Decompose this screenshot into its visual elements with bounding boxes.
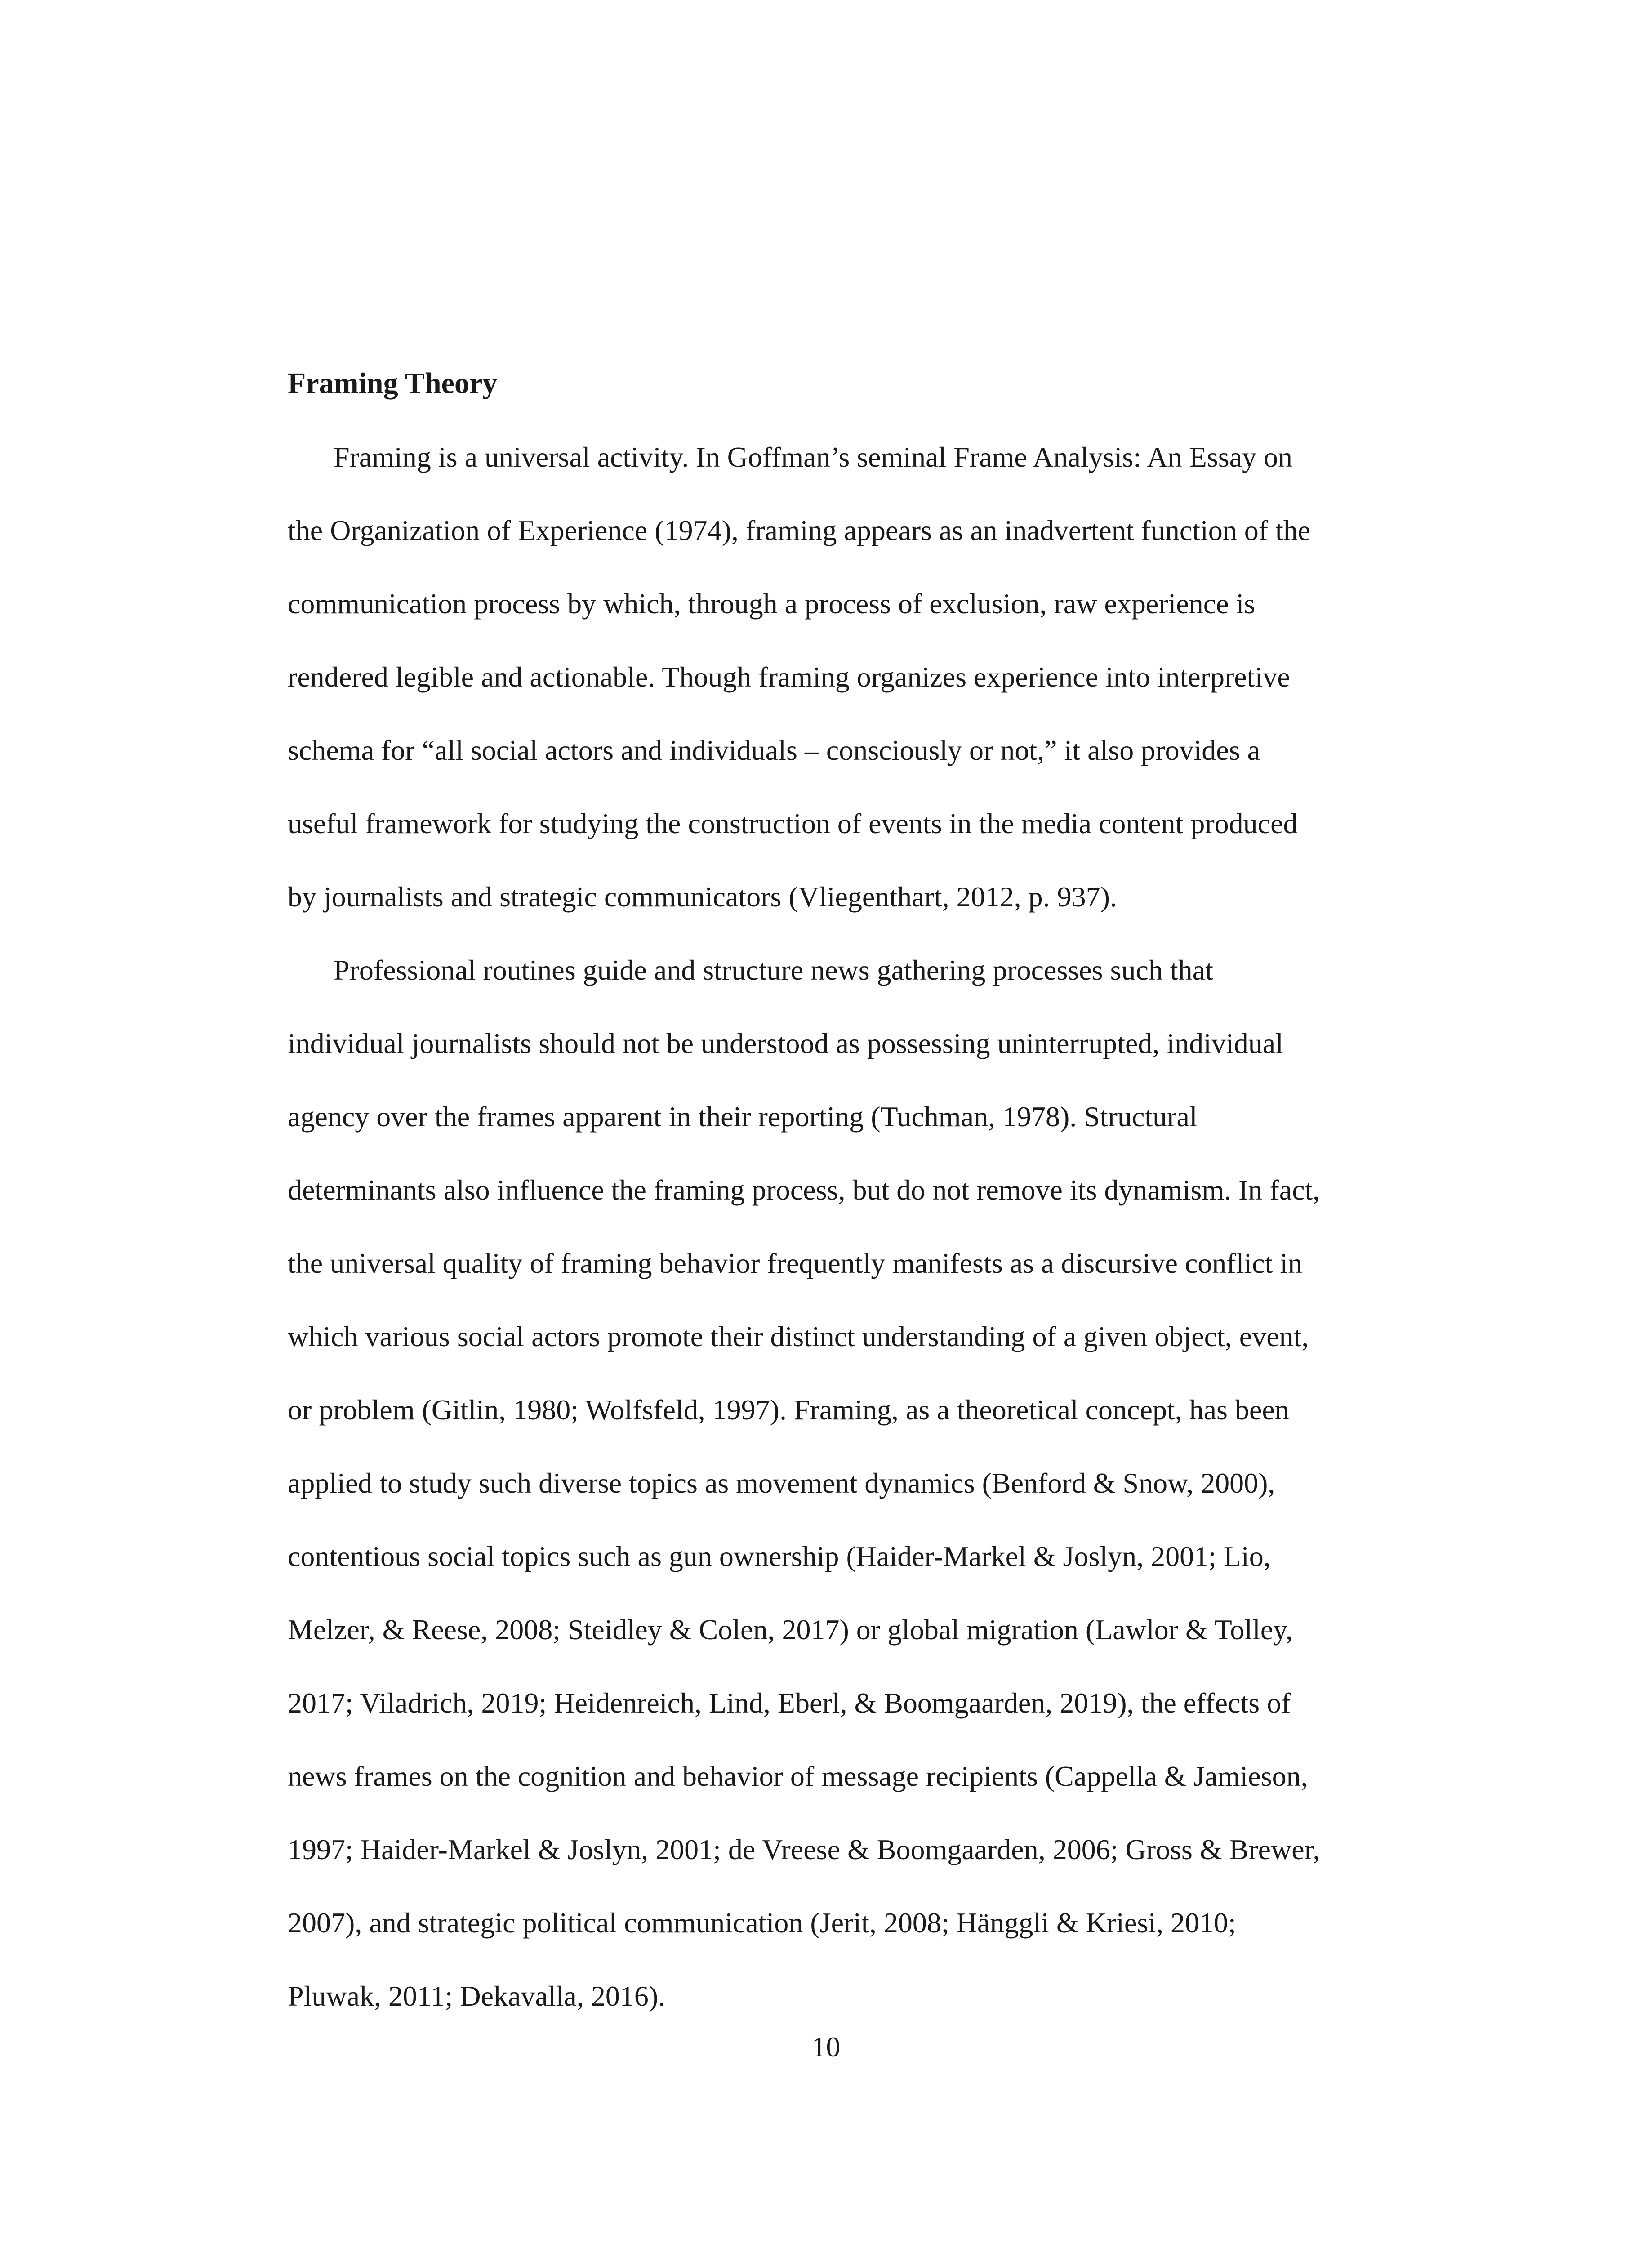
paragraph-2-line-4: determinants also influence the framing process, but do not remove its dynamism. In fact,: [288, 1174, 1320, 1206]
paragraph-2-line-9: contentious social topics such as gun ownership (Haider-Markel & Joslyn, 2001; Lio,: [288, 1540, 1271, 1572]
paragraph-2-line-2: individual journalists should not be understood as possessing uninterrupted, individual: [288, 1027, 1283, 1059]
paragraph-2-line-6: which various social actors promote their distinct understanding of a given object, event,: [288, 1320, 1309, 1352]
paragraph-1-line-1: Framing is a universal activity. In Goffman’s seminal Frame Analysis: An Essay on: [334, 441, 1293, 473]
paragraph-1-line-6: useful framework for studying the construction of events in the media content produced: [288, 807, 1298, 839]
paragraph-1-line-3: communication process by which, through a process of exclusion, raw experience is: [288, 588, 1256, 620]
paragraph-2-line-13: 1997; Haider-Markel & Joslyn, 2001; de Vreese & Boomgaarden, 2006; Gross & Brewer,: [288, 1833, 1320, 1865]
paragraph-1-line-7: by journalists and strategic communicators (Vliegenthart, 2012, p. 937).: [288, 881, 1117, 913]
section-heading: Framing Theory: [288, 367, 498, 400]
paragraph-2-line-15: Pluwak, 2011; Dekavalla, 2016).: [288, 1980, 666, 2012]
paragraph-2-line-14: 2007), and strategic political communication (Jerit, 2008; Hänggli & Kriesi, 2010;: [288, 1907, 1236, 1939]
paragraph-2-line-3: agency over the frames apparent in their reporting (Tuchman, 1978). Structural: [288, 1101, 1198, 1133]
page-number: 10: [811, 2031, 841, 2063]
paragraph-1-line-5: schema for “all social actors and individuals – consciously or not,” it also provides a: [288, 734, 1260, 766]
paragraph-2-line-12: news frames on the cognition and behavior of message recipients (Cappella & Jamieson,: [288, 1760, 1308, 1792]
paragraph-1-line-4: rendered legible and actionable. Though framing organizes experience into interpretive: [288, 661, 1290, 693]
paragraph-1-line-2: the Organization of Experience (1974), framing appears as an inadvertent function of the: [288, 514, 1311, 546]
paragraph-2-line-7: or problem (Gitlin, 1980; Wolfsfeld, 1997). Framing, as a theoretical concept, has been: [288, 1394, 1289, 1426]
paragraph-2-line-8: applied to study such diverse topics as movement dynamics (Benford & Snow, 2000),: [288, 1467, 1275, 1499]
paragraph-2-line-11: 2017; Viladrich, 2019; Heidenreich, Lind, Eberl, & Boomgaarden, 2019), the effects of: [288, 1687, 1291, 1719]
paragraph-2-line-10: Melzer, & Reese, 2008; Steidley & Colen, 2017) or global migration (Lawlor & Tolley,: [288, 1614, 1293, 1646]
paragraph-2-line-5: the universal quality of framing behavior frequently manifests as a discursive conflict in: [288, 1247, 1303, 1279]
paragraph-2-line-1: Professional routines guide and structure news gathering processes such that: [334, 954, 1213, 986]
